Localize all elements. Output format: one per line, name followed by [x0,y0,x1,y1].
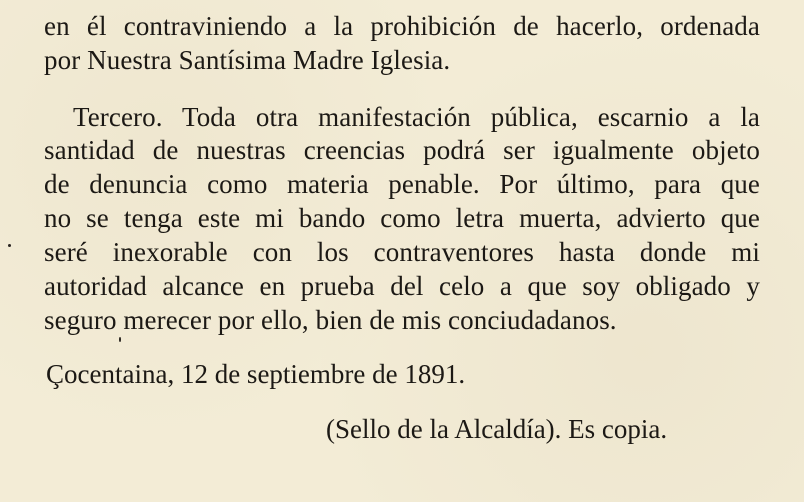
text-line: seré inexorable con los contraventores hasta donde mi [44,237,760,267]
ink-speck [119,337,121,342]
seal-note: (Sello de la Alcaldía). Es copia. [326,414,668,444]
text-line: en él contraviniendo a la prohibición de hacerlo, ordenada [44,11,760,41]
text-line: santidad de nuestras creencias podrá ser igualmente objeto [44,135,760,165]
text-line: autoridad alcance en prueba del celo a que soy obligado y [44,271,760,301]
place-date: Çocentaina, 12 de septiembre de 1891. [46,359,466,389]
text-line: por Nuestra Santísima Madre Iglesia. [44,45,451,75]
text-line: no se tenga este mi bando como letra muerta, advierto que [44,203,760,233]
text-line: Tercero. Toda otra manifestación pública, escarnio a la [73,102,760,132]
text-line: seguro merecer por ello, bien de mis conciudadanos. [44,305,617,335]
ink-speck [8,244,11,247]
text-line: de denuncia como materia penable. Por último, para que [44,169,760,199]
